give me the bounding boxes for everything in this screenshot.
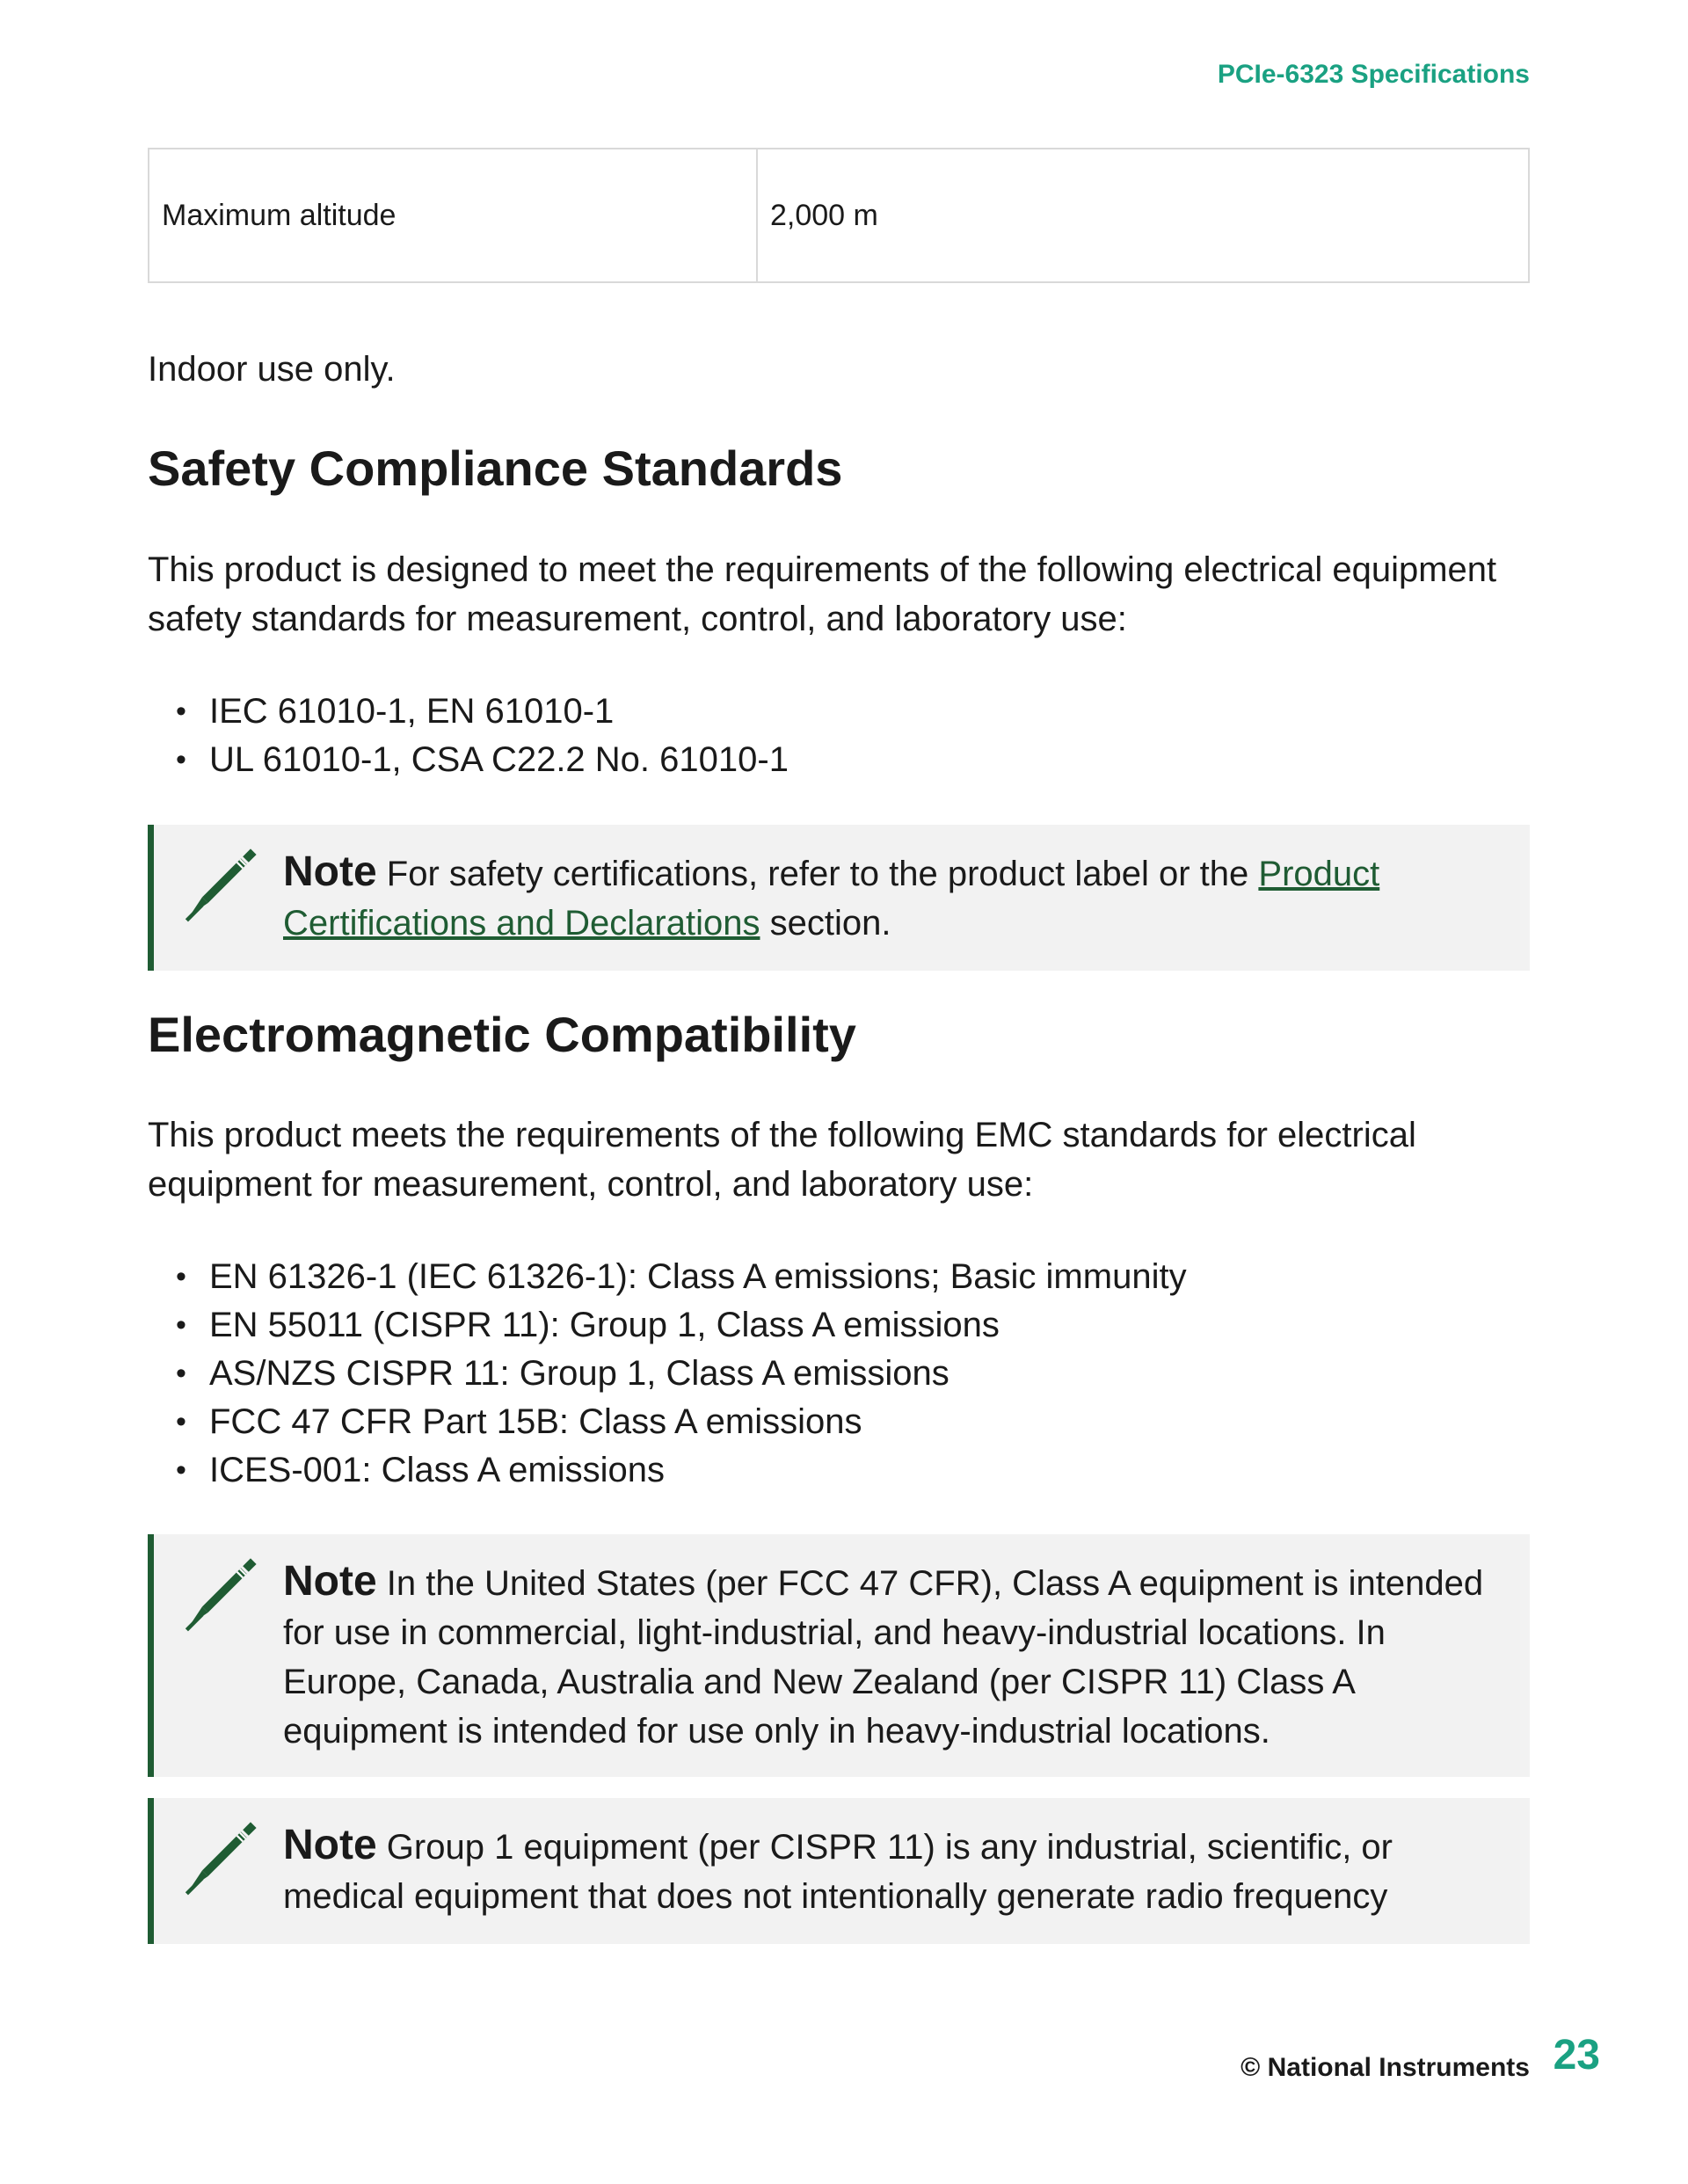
note-text: Note In the United States (per FCC 47 CFR), Class A equipment is intended for use in commercial, light-industrial, and heavy-industrial locations. In Europe, Canada, Australia and New Zealand (per CISPR 11) Class A equipment is intended for use only in heavy-industrial locations. bbox=[283, 1558, 1484, 1751]
note-label: Note bbox=[283, 848, 377, 895]
emc-heading: Electromagnetic Compatibility bbox=[148, 1007, 856, 1062]
bullet-icon: • bbox=[176, 743, 186, 776]
list-item: • AS/NZS CISPR 11: Group 1, Class A emissions bbox=[148, 1350, 1187, 1398]
bullet-icon: • bbox=[176, 1308, 186, 1342]
safety-heading: Safety Compliance Standards bbox=[148, 440, 843, 496]
note-label: Note bbox=[283, 1558, 377, 1605]
spec-table bbox=[148, 148, 1530, 283]
table-cell-value: 2,000 m bbox=[757, 149, 1529, 282]
list-item: • FCC 47 CFR Part 15B: Class A emissions bbox=[148, 1398, 1187, 1446]
table-row bbox=[149, 149, 1529, 282]
bullet-icon: • bbox=[176, 1405, 186, 1438]
footer-copyright: © National Instruments bbox=[1241, 2053, 1530, 2082]
bullet-icon: • bbox=[176, 1453, 186, 1487]
running-header: PCIe-6323 Specifications bbox=[1217, 60, 1530, 89]
note-text: Note For safety certifications, refer to the product label or the Product Certifications and Declarations section. bbox=[283, 848, 1380, 943]
emc-list bbox=[148, 1253, 1187, 1495]
safety-list bbox=[148, 688, 789, 784]
product-certifications-link[interactable]: Product Certifications and Declarations bbox=[283, 855, 1380, 943]
list-item: • IEC 61010-1, EN 61010-1 bbox=[148, 688, 789, 736]
note-text: Note Group 1 equipment (per CISPR 11) is any industrial, scientific, or medical equipment that does not intentionally generate radio frequency bbox=[283, 1822, 1393, 1916]
pencil-icon bbox=[173, 1809, 270, 1905]
note-class-a-equipment bbox=[148, 1534, 1530, 1777]
pencil-icon bbox=[173, 835, 270, 932]
page-number: 23 bbox=[1553, 2032, 1600, 2078]
list-item: • ICES-001: Class A emissions bbox=[148, 1446, 1187, 1495]
indoor-use-text: Indoor use only. bbox=[148, 350, 396, 389]
emc-intro: This product meets the requirements of the following EMC standards for electrical equipment for measurement, control, and laboratory use: bbox=[148, 1116, 1416, 1204]
bullet-icon: • bbox=[176, 1357, 186, 1390]
bullet-icon: • bbox=[176, 1260, 186, 1293]
table-cell-key: Maximum altitude bbox=[149, 149, 757, 282]
pencil-icon bbox=[173, 1545, 270, 1642]
safety-intro: This product is designed to meet the requirements of the following electrical equipment safety standards for measurement, control, and laboratory use: bbox=[148, 550, 1497, 638]
list-item: • EN 61326-1 (IEC 61326-1): Class A emissions; Basic immunity bbox=[148, 1253, 1187, 1301]
list-item: • EN 55011 (CISPR 11): Group 1, Class A emissions bbox=[148, 1301, 1187, 1350]
bullet-icon: • bbox=[176, 695, 186, 728]
list-item: • UL 61010-1, CSA C22.2 No. 61010-1 bbox=[148, 736, 789, 784]
note-group-1-equipment bbox=[148, 1798, 1530, 1944]
note-label: Note bbox=[283, 1822, 377, 1868]
note-safety-certifications bbox=[148, 825, 1530, 971]
